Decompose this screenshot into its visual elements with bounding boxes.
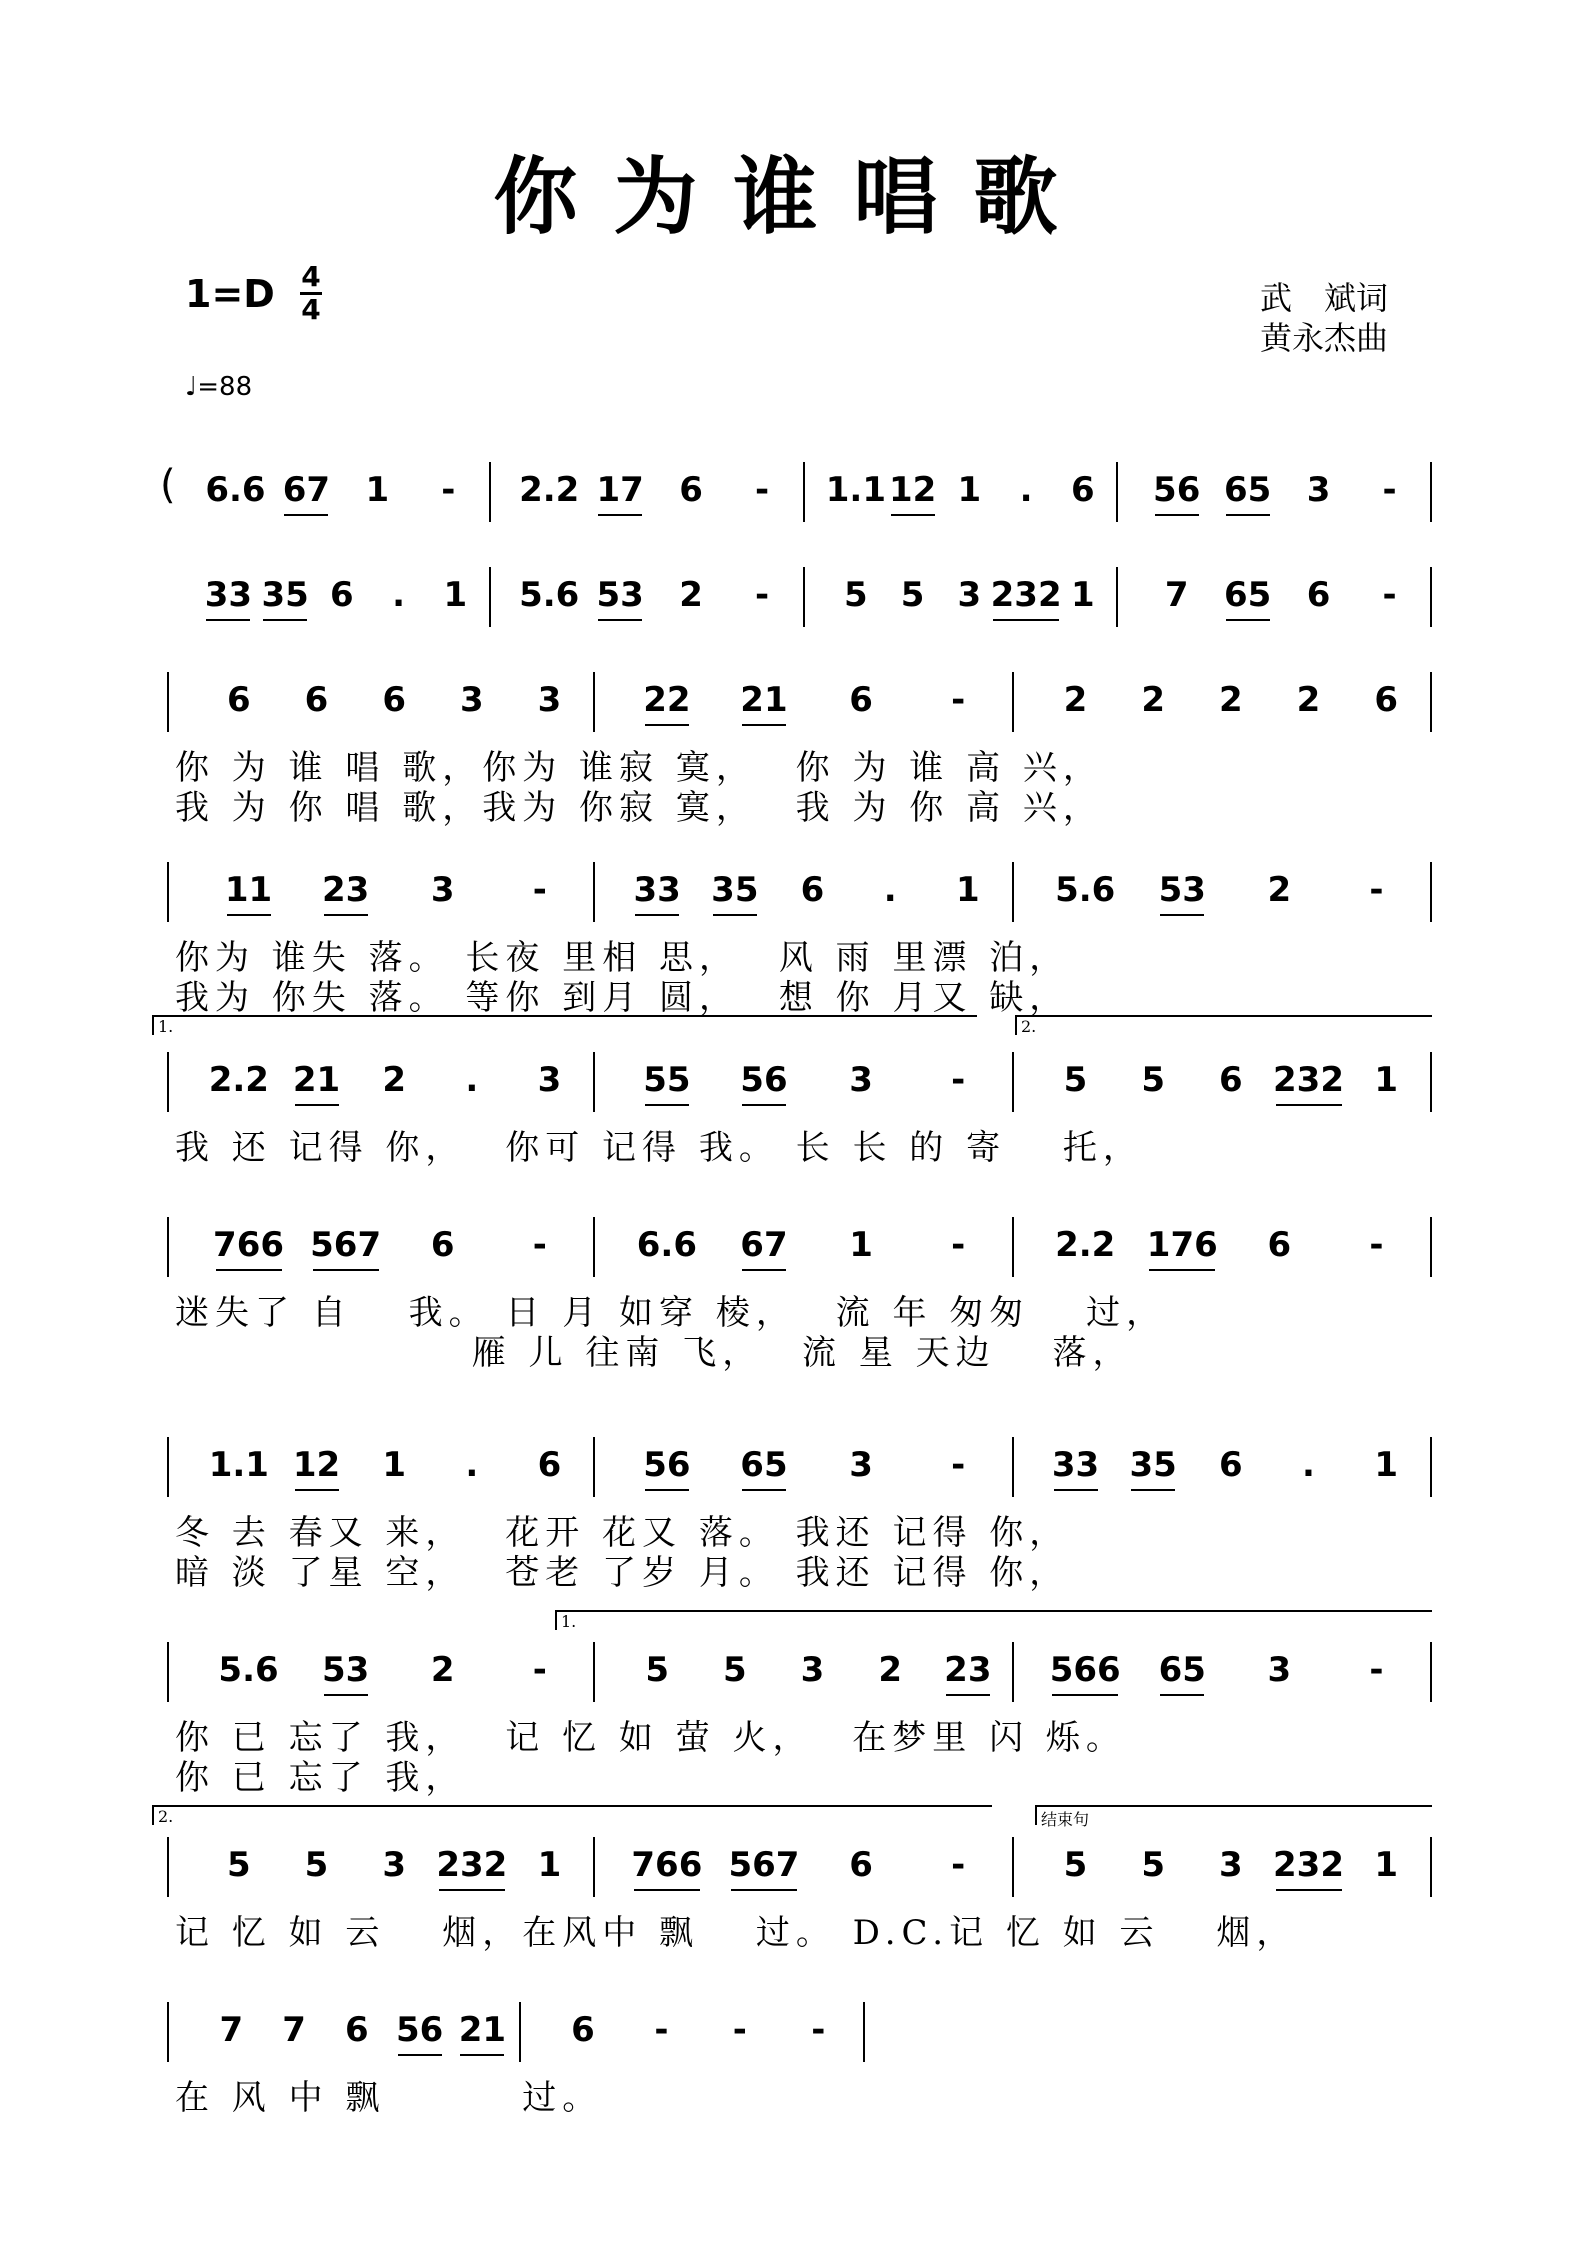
beam-underline xyxy=(742,1269,786,1271)
note: 2 xyxy=(679,575,703,615)
beam-underline xyxy=(598,514,642,516)
barline xyxy=(1430,1217,1432,1277)
note: 2.2 xyxy=(1055,1225,1116,1265)
note: 6 xyxy=(800,870,825,910)
note: 6 xyxy=(849,1845,873,1885)
note: - xyxy=(951,1845,966,1885)
lyric-line: 你 已 忘了 我， xyxy=(175,1758,466,1798)
note: 6 xyxy=(1071,470,1095,510)
lyric-line: 你 已 忘了 我， 记 忆 如 萤 火， 在梦里 闪 烁。 xyxy=(175,1718,1126,1758)
beam-underline xyxy=(742,1489,786,1491)
note: - xyxy=(951,1225,966,1265)
note: 5 xyxy=(1141,1060,1165,1100)
beam-underline xyxy=(742,1104,786,1106)
note: 33 xyxy=(204,575,253,615)
note: 3 xyxy=(537,1060,562,1100)
note: 6 xyxy=(1306,575,1331,615)
note: - xyxy=(754,470,770,510)
volta-label: 结束句 xyxy=(1041,1810,1090,1829)
beam-underline xyxy=(1149,1269,1215,1271)
note: 23 xyxy=(944,1650,992,1690)
note: 5.6 xyxy=(519,575,580,615)
note: 67 xyxy=(740,1225,788,1265)
beam-underline xyxy=(1276,1889,1342,1891)
beam-underline xyxy=(1276,1104,1342,1106)
note: 56 xyxy=(643,1445,691,1485)
beam-underline xyxy=(1160,1694,1204,1696)
beam-underline xyxy=(324,1694,368,1696)
note: 6.6 xyxy=(636,1225,697,1265)
composer-credit: 黄永杰曲 xyxy=(1260,319,1389,357)
lyric-line: 我 还 记得 你， 你可 记得 我。 长 长 的 寄 托， xyxy=(175,1128,1143,1168)
note: 6 xyxy=(1218,1445,1243,1485)
barline xyxy=(167,1217,169,1277)
open-paren: ( xyxy=(160,462,176,508)
note: 3 xyxy=(1218,1845,1243,1885)
barline xyxy=(1430,1052,1432,1112)
beam-underline xyxy=(993,619,1059,621)
beam-underline xyxy=(742,724,786,726)
note: 7 xyxy=(219,2010,244,2050)
note: 2 xyxy=(382,1060,406,1100)
beam-underline xyxy=(1226,514,1270,516)
note: - xyxy=(1369,1650,1384,1690)
note: 232 xyxy=(436,1845,508,1885)
note: 21 xyxy=(292,1060,341,1100)
beam-underline xyxy=(645,1104,689,1106)
note: 35 xyxy=(711,870,759,910)
note: 53 xyxy=(1158,870,1206,910)
note: 5 xyxy=(645,1650,669,1690)
note: 3 xyxy=(382,1845,406,1885)
beam-underline xyxy=(206,619,250,621)
note: 11 xyxy=(224,870,273,910)
note: 3 xyxy=(459,680,484,720)
note: - xyxy=(754,575,770,615)
note: - xyxy=(951,1445,966,1485)
note: - xyxy=(532,1650,547,1690)
note: 2.2 xyxy=(519,470,580,510)
barline xyxy=(1012,1837,1014,1897)
barline xyxy=(593,1642,595,1702)
note: - xyxy=(811,2010,826,2050)
barline xyxy=(1430,462,1432,522)
barline xyxy=(1012,1217,1014,1277)
note: 65 xyxy=(1223,575,1272,615)
beam-underline xyxy=(1054,1489,1098,1491)
note: 12 xyxy=(292,1445,341,1485)
note: 766 xyxy=(213,1225,285,1265)
volta-bracket xyxy=(1015,1015,1432,1035)
barline xyxy=(803,462,805,522)
note: 7 xyxy=(1164,575,1189,615)
note: 5.6 xyxy=(218,1650,279,1690)
time-signature-top: 4 xyxy=(301,260,321,293)
note: 6 xyxy=(1267,1225,1292,1265)
note: 1.1 xyxy=(208,1445,269,1485)
barline xyxy=(593,1837,595,1897)
note: 567 xyxy=(310,1225,382,1265)
note: 3 xyxy=(800,1650,825,1690)
note: 22 xyxy=(643,680,691,720)
note: 1 xyxy=(1374,1845,1398,1885)
note: 5 xyxy=(1063,1060,1088,1100)
lyric-line: 雁 儿 往南 飞， 流 星 天边 落， xyxy=(175,1333,1133,1373)
note: 6 xyxy=(537,1445,562,1485)
note: - xyxy=(1382,575,1397,615)
tempo-marking: ♩=88 xyxy=(185,372,253,402)
lyric-line: 暗 淡 了星 空， 苍老 了岁 月。 我还 记得 你， xyxy=(175,1553,1070,1593)
note: - xyxy=(1369,1225,1384,1265)
note: 5 xyxy=(304,1845,329,1885)
note: 232 xyxy=(1273,1060,1344,1100)
note: 567 xyxy=(728,1845,800,1885)
beam-underline xyxy=(263,619,307,621)
barline xyxy=(167,672,169,732)
note: 7 xyxy=(282,2010,306,2050)
lyricist-credit: 武 斌词 xyxy=(1260,279,1389,317)
note: - xyxy=(654,2010,669,2050)
beam-underline xyxy=(324,914,368,916)
note: 55 xyxy=(643,1060,691,1100)
key-signature: 1=D xyxy=(185,272,275,316)
note: 3 xyxy=(957,575,982,615)
note: 56 xyxy=(1153,470,1201,510)
beam-underline xyxy=(227,914,271,916)
note: 1 xyxy=(957,470,982,510)
lyric-line: 你 为 谁 唱 歌，你为 谁寂 寞， 你 为 谁 高 兴， xyxy=(175,748,1103,788)
barline xyxy=(167,1642,169,1702)
beam-underline xyxy=(731,1889,797,1891)
lyric-line: 冬 去 春又 来， 花开 花又 落。 我还 记得 你， xyxy=(175,1513,1070,1553)
barline xyxy=(593,1437,595,1497)
beam-underline xyxy=(439,1889,505,1891)
note: 6 xyxy=(345,2010,369,2050)
note: 33 xyxy=(1051,1445,1100,1485)
note: - xyxy=(951,680,966,720)
beam-underline xyxy=(1160,914,1204,916)
beam-underline xyxy=(645,1489,689,1491)
barline xyxy=(1116,567,1118,627)
beam-underline xyxy=(713,914,757,916)
barline xyxy=(1012,1642,1014,1702)
note: 6 xyxy=(226,680,251,720)
note: 6.6 xyxy=(205,470,266,510)
note: 6 xyxy=(304,680,329,720)
beam-underline xyxy=(460,2054,504,2056)
lyric-line: 我 为 你 唱 歌，我为 你寂 寞， 我 为 你 高 兴， xyxy=(175,788,1103,828)
beam-underline xyxy=(313,1269,379,1271)
note: 67 xyxy=(282,470,331,510)
note: 1 xyxy=(382,1445,406,1485)
note: 56 xyxy=(740,1060,788,1100)
note: - xyxy=(1382,470,1397,510)
score-row xyxy=(0,1225,1587,1475)
volta-label: 2. xyxy=(1021,1017,1037,1036)
page-title: 你为谁唱歌 xyxy=(493,148,1094,246)
note: 1 xyxy=(1374,1060,1398,1100)
barline xyxy=(167,1837,169,1897)
note: 5 xyxy=(844,575,868,615)
beam-underline xyxy=(295,1489,339,1491)
volta-bracket xyxy=(152,1015,977,1035)
note: 766 xyxy=(631,1845,703,1885)
barline xyxy=(167,2002,169,2062)
note: . xyxy=(1302,1445,1315,1485)
note: 21 xyxy=(740,680,788,720)
barline xyxy=(1430,1642,1432,1702)
note: 6 xyxy=(679,470,703,510)
note: 566 xyxy=(1049,1650,1121,1690)
barline xyxy=(1430,567,1432,627)
barline xyxy=(1012,1437,1014,1497)
note: 5 xyxy=(1063,1845,1088,1885)
barline xyxy=(593,862,595,922)
note: 33 xyxy=(633,870,681,910)
note: 232 xyxy=(1273,1845,1344,1885)
beam-underline xyxy=(295,1104,339,1106)
note: 3 xyxy=(537,680,562,720)
note: 65 xyxy=(1158,1650,1206,1690)
note: 2 xyxy=(878,1650,902,1690)
note: 56 xyxy=(395,2010,444,2050)
note: 1 xyxy=(849,1225,873,1265)
note: 2 xyxy=(430,1650,455,1690)
note: - xyxy=(1369,870,1384,910)
note: 53 xyxy=(596,575,644,615)
volta-label: 1. xyxy=(561,1612,577,1631)
barline xyxy=(863,2002,865,2062)
note: 17 xyxy=(596,470,644,510)
lyric-line: 我为 你失 落。 等你 到月 圆， 想 你 月又 缺， xyxy=(175,978,1070,1018)
score-row xyxy=(0,2010,1587,2260)
note: . xyxy=(465,1060,479,1100)
beam-underline xyxy=(1131,1489,1175,1491)
barline xyxy=(1430,672,1432,732)
barline xyxy=(593,1052,595,1112)
note: 1 xyxy=(1071,575,1095,615)
volta-label: 2. xyxy=(158,1807,174,1826)
note: - xyxy=(441,470,456,510)
note: - xyxy=(532,870,547,910)
barline xyxy=(803,567,805,627)
barline xyxy=(1116,462,1118,522)
note: 5 xyxy=(900,575,925,615)
note: 5 xyxy=(722,1650,747,1690)
note: 2 xyxy=(1267,870,1292,910)
lyric-line: 你为 谁失 落。 长夜 里相 思， 风 雨 里漂 泊， xyxy=(175,938,1070,978)
barline xyxy=(1430,1837,1432,1897)
note: . xyxy=(883,870,897,910)
beam-underline xyxy=(645,724,689,726)
barline xyxy=(167,862,169,922)
beam-underline xyxy=(946,1694,990,1696)
note: 6 xyxy=(430,1225,455,1265)
note: 1.1 xyxy=(825,470,886,510)
note: 3 xyxy=(1306,470,1331,510)
note: 6 xyxy=(571,2010,595,2050)
note: 35 xyxy=(261,575,309,615)
note: 1 xyxy=(537,1845,562,1885)
note: 6 xyxy=(1374,680,1398,720)
time-signature-bottom: 4 xyxy=(301,293,321,326)
note: 35 xyxy=(1129,1445,1177,1485)
note: 53 xyxy=(321,1650,370,1690)
barline xyxy=(1012,1052,1014,1112)
barline xyxy=(489,462,491,522)
barline xyxy=(489,567,491,627)
credits xyxy=(1260,278,1388,358)
beam-underline xyxy=(1052,1694,1118,1696)
note: 6 xyxy=(1218,1060,1243,1100)
note: 5.6 xyxy=(1055,870,1116,910)
beam-underline xyxy=(634,1889,700,1891)
barline xyxy=(167,1052,169,1112)
note: 1 xyxy=(443,575,468,615)
lyric-line: 在 风 中 飘 过。 xyxy=(175,2078,603,2118)
volta-bracket xyxy=(152,1805,992,1825)
barline xyxy=(167,1437,169,1497)
note: 176 xyxy=(1146,1225,1218,1265)
note: - xyxy=(951,1060,966,1100)
note: 2 xyxy=(1141,680,1165,720)
note: 3 xyxy=(430,870,455,910)
barline xyxy=(593,672,595,732)
barline xyxy=(1430,862,1432,922)
note: 1 xyxy=(1374,1445,1398,1485)
note: 2 xyxy=(1296,680,1321,720)
note: 6 xyxy=(382,680,406,720)
barline xyxy=(519,2002,521,2062)
barline xyxy=(1430,1437,1432,1497)
note: 2 xyxy=(1218,680,1243,720)
note: 21 xyxy=(458,2010,507,2050)
beam-underline xyxy=(216,1269,282,1271)
beam-underline xyxy=(635,914,679,916)
note: 2.2 xyxy=(208,1060,269,1100)
beam-underline xyxy=(398,2054,442,2056)
note: 23 xyxy=(321,870,370,910)
volta-bracket xyxy=(1035,1805,1432,1829)
note: - xyxy=(732,2010,747,2050)
note: - xyxy=(532,1225,547,1265)
note: 6 xyxy=(849,680,873,720)
beam-underline xyxy=(891,514,935,516)
barline xyxy=(1012,862,1014,922)
note: 65 xyxy=(1223,470,1272,510)
time-signature xyxy=(300,262,322,325)
note: 12 xyxy=(888,470,937,510)
note: . xyxy=(465,1445,479,1485)
beam-underline xyxy=(598,619,642,621)
note: 6 xyxy=(330,575,354,615)
barline xyxy=(593,1217,595,1277)
beam-underline xyxy=(1155,514,1199,516)
beam-underline xyxy=(1226,619,1270,621)
note: 3 xyxy=(849,1060,873,1100)
note: 2 xyxy=(1063,680,1088,720)
note: . xyxy=(392,575,406,615)
note: 5 xyxy=(1141,1845,1165,1885)
lyric-line: 迷失了 自 我。 日 月 如穿 棱， 流 年 匆匆 过， xyxy=(175,1293,1167,1333)
note: 5 xyxy=(226,1845,251,1885)
note: 1 xyxy=(955,870,980,910)
beam-underline xyxy=(284,514,328,516)
note: . xyxy=(1019,470,1033,510)
note: 65 xyxy=(740,1445,788,1485)
lyric-line: 记 忆 如 云 烟，在风中 飘 过。 D.C.记 忆 如 云 烟， xyxy=(175,1913,1297,1953)
note: 3 xyxy=(849,1445,873,1485)
barline xyxy=(1012,672,1014,732)
note: 3 xyxy=(1267,1650,1292,1690)
note: 1 xyxy=(365,470,390,510)
volta-bracket xyxy=(555,1610,1432,1630)
volta-label: 1. xyxy=(158,1017,174,1036)
note: 232 xyxy=(990,575,1062,615)
